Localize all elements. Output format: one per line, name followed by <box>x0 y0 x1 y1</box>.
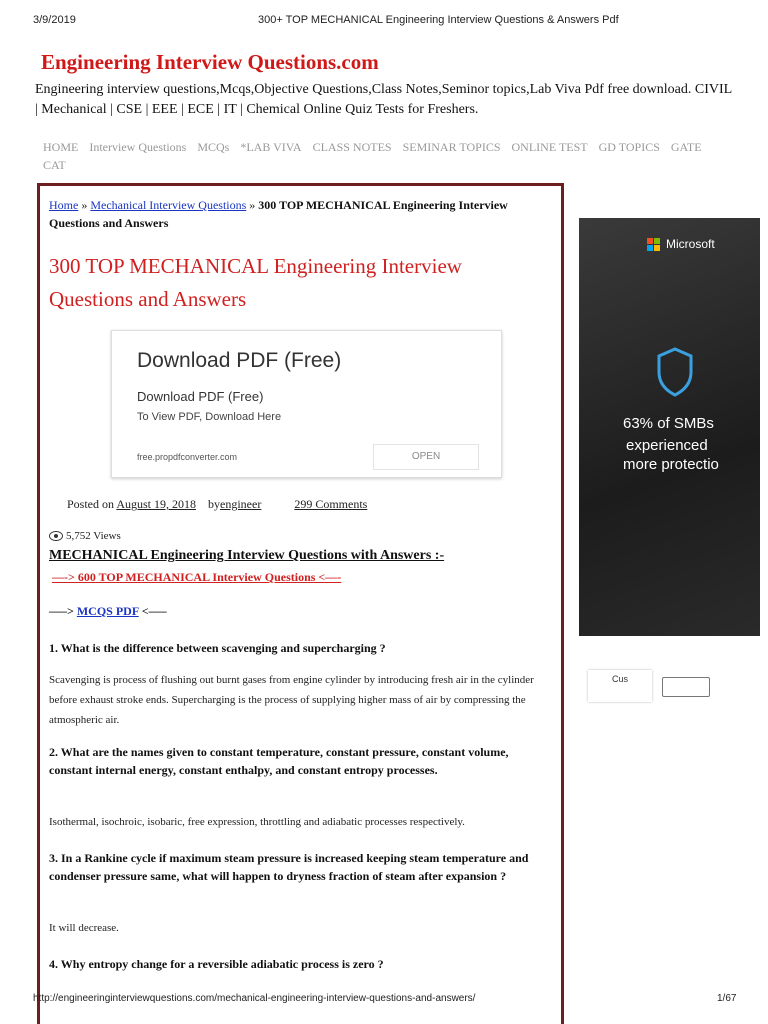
view-count <box>49 530 121 542</box>
comments-link[interactable]: 299 Comments <box>294 497 368 511</box>
eye-icon <box>49 531 63 541</box>
site-tagline: Engineering interview questions,Mcqs,Objective Questions,Class Notes,Seminor topics,Lab Viva Pdf free download. CIVIL | Mechanical | CSE | EEE | ECE | IT | Chemical Online Quiz Tests for Freshers. <box>35 82 732 117</box>
print-date: 3/9/2019 <box>33 14 76 26</box>
ad-subtitle: Download PDF (Free) <box>137 389 264 404</box>
site-title[interactable]: Engineering Interview Questions.com <box>41 50 379 74</box>
nav-item-gate[interactable]: GATE <box>670 140 702 154</box>
ad-headline[interactable]: Download PDF (Free) <box>137 349 342 372</box>
mcq-pdf-line <box>49 604 167 619</box>
ad-line-1: 63% of SMBs <box>623 415 714 432</box>
nav-item-cat[interactable]: CAT <box>43 158 66 172</box>
main-nav <box>43 138 733 174</box>
nav-item-interview-questions[interactable]: Interview Questions <box>89 140 187 154</box>
ad-open-button[interactable]: OPEN <box>373 444 479 470</box>
post-title: 300 TOP MECHANICAL Engineering Interview Questions and Answers <box>49 254 462 311</box>
nav-item-online-test[interactable]: ONLINE TEST <box>511 140 588 154</box>
section-heading: MECHANICAL Engineering Interview Questions with Answers :- <box>49 548 445 563</box>
posted-on-label: Posted on <box>67 497 117 511</box>
ad-url: free.propdfconverter.com <box>137 452 238 462</box>
link-600-text[interactable]: —-> 600 TOP MECHANICAL Interview Questions <—- <box>52 570 342 584</box>
link-600-questions[interactable] <box>52 570 341 585</box>
question-1: 1. What is the difference between scavenging and supercharging ? <box>49 641 386 655</box>
ad-line-3: more protectio <box>623 456 719 473</box>
breadcrumb-separator: » <box>246 198 259 212</box>
breadcrumb-section-link[interactable]: Mechanical Interview Questions <box>90 198 247 212</box>
footer-url: http://engineeringinterviewquestions.com/mechanical-engineering-interview-questions-and-answers/ <box>33 993 476 1004</box>
cus-widget <box>588 670 652 702</box>
page-number: 1/67 <box>717 993 737 1004</box>
sidebar-ad[interactable] <box>579 218 760 636</box>
mcq-pdf-link[interactable]: MCQS PDF <box>76 604 139 618</box>
print-title: 300+ TOP MECHANICAL Engineering Interview Questions & Answers Pdf <box>258 14 619 26</box>
microsoft-logo-icon <box>647 238 661 252</box>
mcq-suffix: <—– <box>138 604 167 618</box>
question-3: 3. In a Rankine cycle if maximum steam pressure is increased keeping steam temperature and condenser pressure same, what will happen to dryness fraction of steam after expansion ? <box>49 851 529 883</box>
answer-3: It will decrease. <box>49 922 119 934</box>
shield-icon <box>655 346 695 398</box>
breadcrumb <box>49 196 519 232</box>
answer-2: Isothermal, isochroic, isobaric, free expression, throttling and adiabatic processes respectively. <box>49 816 465 828</box>
author-link[interactable]: engineer <box>220 497 262 511</box>
mcq-prefix: —–> <box>49 604 77 618</box>
by-label: by <box>208 497 221 511</box>
cus-label: Cus <box>611 674 628 684</box>
download-ad-card[interactable] <box>111 330 502 478</box>
breadcrumb-separator: » <box>78 198 91 212</box>
question-4: 4. Why entropy change for a reversible adiabatic process is zero ? <box>49 957 384 971</box>
breadcrumb-current: 300 TOP MECHANICAL Engineering Interview Questions and Answers <box>49 198 508 230</box>
answer-1: Scavenging is process of flushing out burnt gases from engine cylinder by introducing fresh air in the cylinder before exhaust stroke ends. Supercharging is the process of supplying higher mass of air by compressing the atmospheric air. <box>49 674 534 726</box>
nav-item-seminar-topics[interactable]: SEMINAR TOPICS <box>402 140 501 154</box>
nav-item-home[interactable]: HOME <box>43 140 79 154</box>
nav-item-class-notes[interactable]: CLASS NOTES <box>312 140 392 154</box>
nav-item-mcqs[interactable]: MCQs <box>197 140 230 154</box>
ad-line-2: experienced <box>626 437 708 454</box>
post-meta <box>67 497 367 512</box>
breadcrumb-home-link[interactable]: Home <box>49 198 79 212</box>
nav-item-lab-viva[interactable]: *LAB VIVA <box>240 140 302 154</box>
post-date-link[interactable]: August 19, 2018 <box>116 497 197 511</box>
nav-item-gd-topics[interactable]: GD TOPICS <box>598 140 660 154</box>
question-2: 2. What are the names given to constant temperature, constant pressure, constant volume, constant internal energy, constant enthalpy, and constant entropy processes. <box>49 745 509 777</box>
ad-description: To View PDF, Download Here <box>137 411 282 423</box>
cus-button[interactable] <box>662 677 710 697</box>
ad-brand: Microsoft <box>666 237 715 251</box>
view-count-text: 5,752 Views <box>66 530 121 542</box>
